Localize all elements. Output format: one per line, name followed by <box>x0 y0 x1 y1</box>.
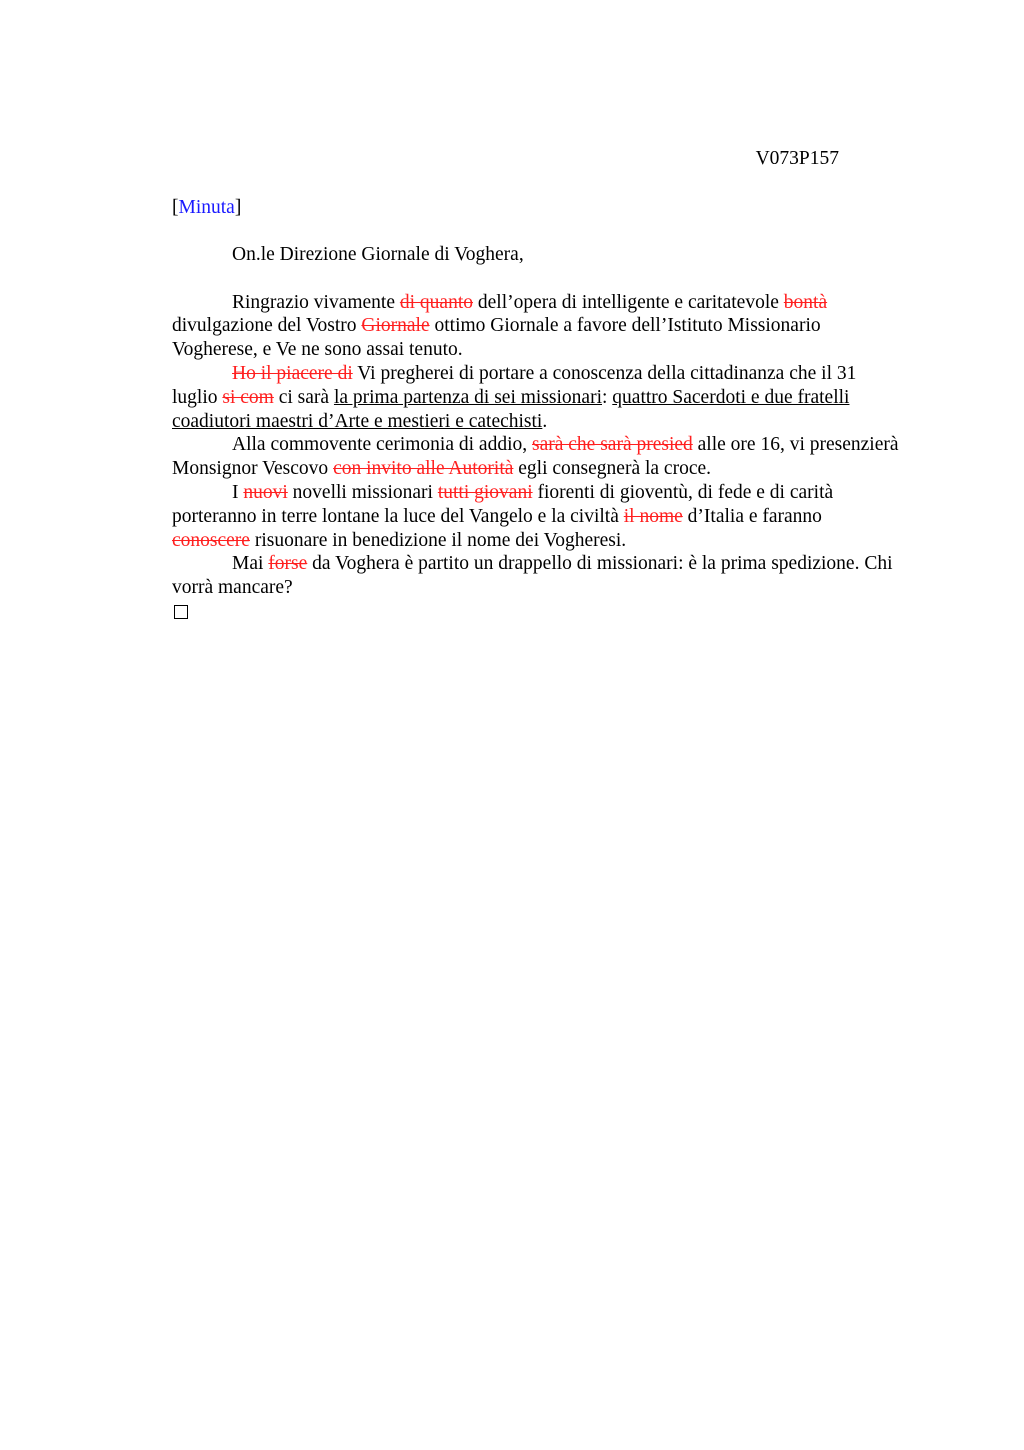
deleted-text: tutti giovani <box>437 481 533 503</box>
deleted-text: si com <box>222 386 274 408</box>
letter-body <box>172 196 902 619</box>
paragraph-1 <box>172 291 902 362</box>
text-segment: Ringrazio vivamente <box>232 291 400 313</box>
close-bracket: ] <box>234 197 242 218</box>
text-segment: fiorenti di gioventù, di fede e di carità porteranno in terre lontane la luce del Vangelo e la civiltà <box>172 481 834 527</box>
text-segment: da Voghera è partito un drappello di missionari: è la prima spedizione. Chi vorrà mancare? <box>172 553 893 599</box>
deleted-text: forse <box>268 553 308 575</box>
open-bracket: [ <box>172 197 179 218</box>
salutation: On.le Direzione Giornale di Voghera, <box>232 243 524 265</box>
text-segment: alle ore 16, vi presenzierà Monsignor Vescovo <box>172 434 899 480</box>
deleted-text: con invito alle Autorità <box>333 458 514 480</box>
paragraph-3 <box>172 433 902 481</box>
paragraph-5 <box>172 552 902 600</box>
text-segment: egli consegnerà la croce. <box>513 458 712 480</box>
minuta-label: Minuta <box>178 197 235 218</box>
end-of-document-box-icon <box>174 605 188 619</box>
text-segment: ottimo Giornale a favore dell’Istituto Missionario Vogherese, e Ve ne sono assai tenuto. <box>172 315 821 361</box>
text-segment: risuonare in benedizione il nome dei Vogheresi. <box>249 529 627 551</box>
text-segment: : <box>602 386 613 408</box>
paragraph-4 <box>172 481 902 552</box>
deleted-text: Ho il piacere di <box>232 362 353 384</box>
deleted-text: conoscere <box>172 529 250 551</box>
text-segment: ci sarà <box>273 386 334 408</box>
text-segment: divulgazione del Vostro <box>172 315 362 337</box>
document-id: V073P157 <box>755 148 839 169</box>
deleted-text: Giornale <box>361 315 430 337</box>
deleted-text: bontà <box>783 291 828 313</box>
deleted-text: sarà che sarà presied <box>532 434 693 456</box>
text-segment: Alla commovente cerimonia di addio, <box>232 434 532 456</box>
underlined-text: la prima partenza di sei missionari <box>333 386 602 408</box>
minuta-header <box>172 196 902 220</box>
text-segment: I <box>232 481 244 503</box>
deleted-text: di quanto <box>399 291 473 313</box>
text-segment: Vi pregherei di portare a conoscenza della cittadinanza che il 31 luglio <box>172 362 857 408</box>
paragraph-2 <box>172 362 902 433</box>
underlined-text: quattro Sacerdoti e due fratelli coadiutori maestri d’Arte e mestieri e catechisti <box>172 386 850 432</box>
deleted-text: il nome <box>623 505 683 527</box>
text-segment: novelli missionari <box>287 481 438 503</box>
text-segment: d’Italia e faranno <box>682 505 822 527</box>
text-segment: Mai <box>232 553 269 575</box>
text-segment: dell’opera di intelligente e caritatevole <box>473 291 784 313</box>
text-segment: . <box>542 410 548 432</box>
deleted-text: nuovi <box>243 481 288 503</box>
